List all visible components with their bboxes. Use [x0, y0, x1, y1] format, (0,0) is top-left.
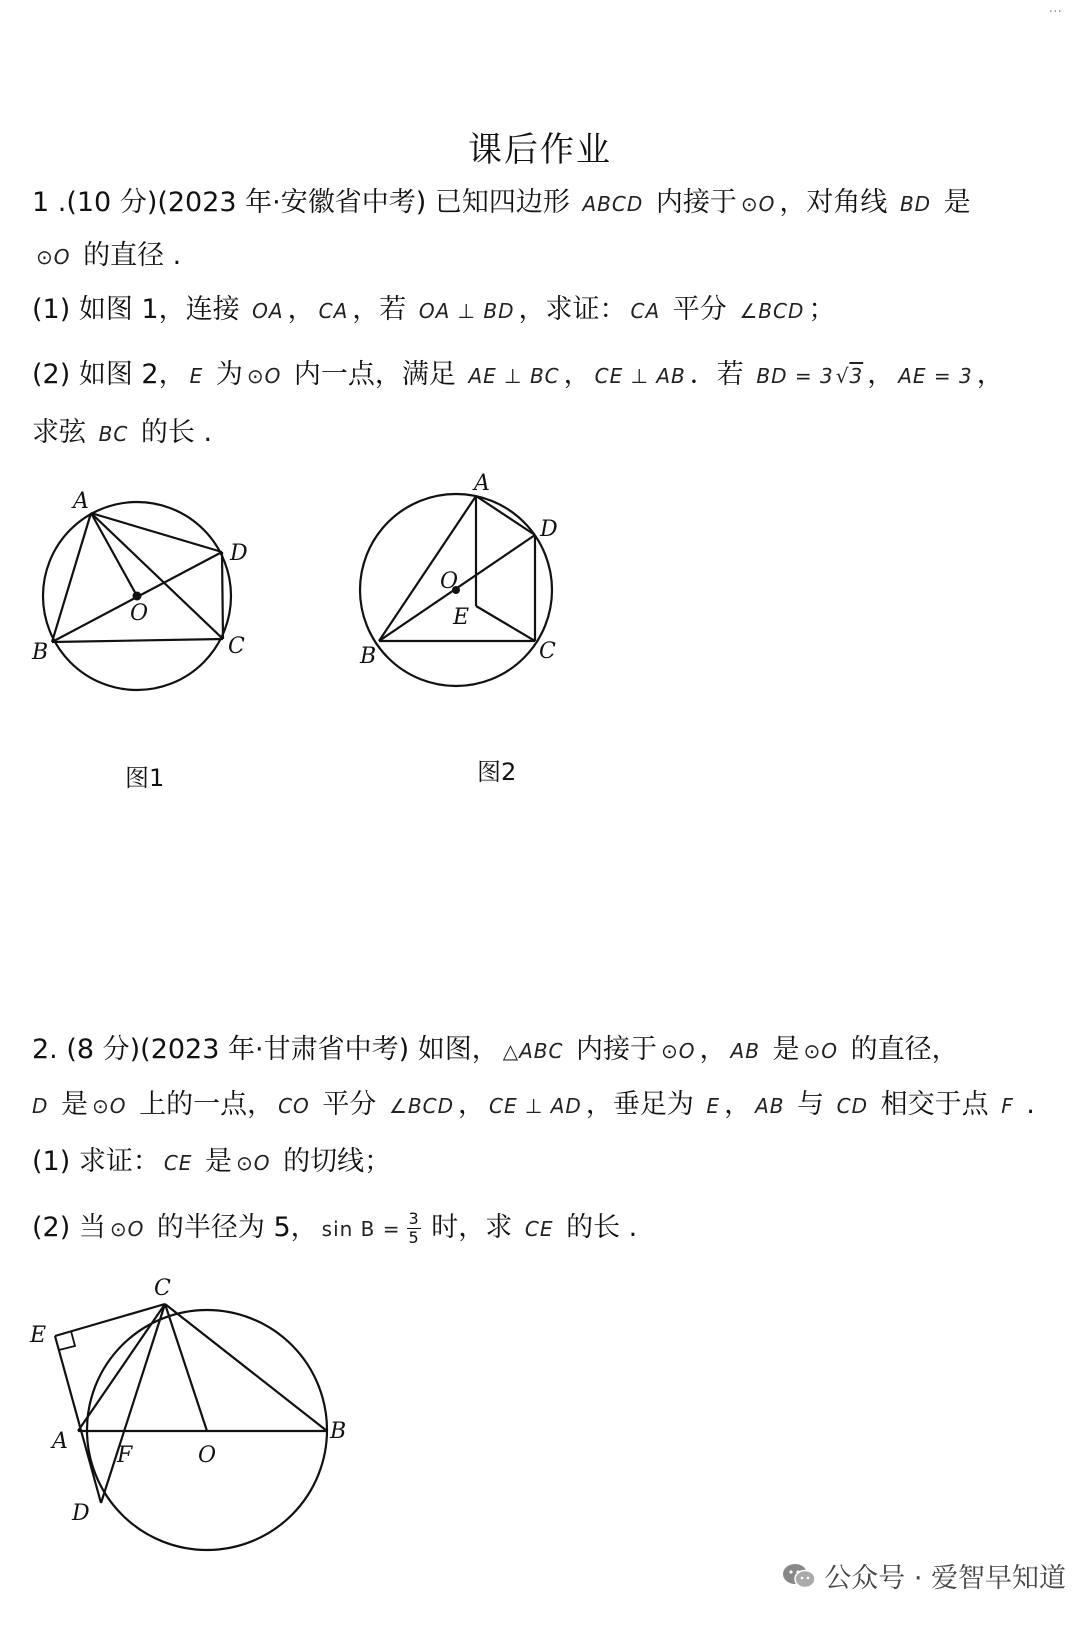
- watermark-text: 公众号 · 爱智早知道: [824, 1563, 1066, 1594]
- fig2-caption: 图2: [477, 758, 517, 786]
- q2-line-1: 2. (8 分)(2023 年·甘肃省中考) 如图， △ABC 内接于 ⊙O ， AB 是 ⊙O 的直径，: [32, 1034, 959, 1065]
- fig1-label-D: D: [230, 541, 248, 566]
- q2-label-O: O: [198, 1443, 217, 1468]
- page-title: 课后作业: [468, 130, 612, 170]
- q1-line-2: ⊙O 的直径 .: [36, 240, 182, 271]
- q2-label-A: A: [52, 1429, 68, 1454]
- fraction-3-5: $\frac{3}{5}$: [408, 1209, 419, 1247]
- wechat-icon: [782, 1563, 816, 1589]
- fig1-label-B: B: [32, 640, 49, 665]
- q2-label-D: D: [72, 1501, 90, 1526]
- fig1-center-dot: [133, 592, 142, 601]
- q1-line-5: 求弦 BC 的长 .: [32, 417, 213, 448]
- fig2-label-D: D: [540, 517, 558, 542]
- q2-line-2: D 是 ⊙O 上的一点， CO 平分 ∠BCD ， CE ⊥ AD ，垂足为 E ， AB 与 CD 相交于点 F .: [32, 1089, 1035, 1120]
- figure-1: [0, 470, 300, 710]
- fig1-label-O: O: [130, 601, 149, 626]
- q2-segment-ED: [55, 1336, 101, 1503]
- fig1-label-C: C: [228, 634, 245, 659]
- q2-label-B: B: [330, 1419, 347, 1444]
- fig2-label-O: O: [440, 569, 459, 594]
- fig1-label-A: A: [73, 489, 89, 514]
- fig2-label-E: E: [453, 605, 470, 630]
- figure-q2: [20, 1270, 360, 1560]
- watermark: [782, 1556, 1066, 1595]
- q2-label-C: C: [154, 1276, 171, 1301]
- corner-mark: ...: [1048, 0, 1062, 16]
- fig2-label-A: A: [474, 471, 490, 496]
- q2-line-4: (2) 当 ⊙O 的半径为 5， sin B = $\frac{3}{5}$ 时，求 CE 的长 .: [32, 1209, 638, 1247]
- q1-line-1: 1 .(10 分)(2023 年·安徽省中考) 已知四边形 ABCD 内接于 ⊙O ，对角线 BD 是: [32, 187, 971, 218]
- figure-2: [350, 470, 610, 710]
- q2-segment-CO: [165, 1304, 207, 1431]
- q2-label-E: E: [30, 1323, 47, 1348]
- q2-segment-CB: [165, 1304, 327, 1431]
- fig1-caption: 图1: [125, 764, 165, 792]
- q2-segment-CD: [101, 1304, 165, 1503]
- fig2-label-B: B: [360, 644, 377, 669]
- fig2-label-C: C: [539, 639, 556, 664]
- q1-line-4: (2) 如图 2， E 为 ⊙O 内一点，满足 AE ⊥ BC ， CE ⊥ AB ．若 BD = 3 √3 ， AE = 3 ，: [32, 359, 1004, 390]
- fig1-segment-CD: [222, 552, 223, 639]
- fig1-segment-AB: [52, 513, 91, 642]
- q1-line-3: (1) 如图 1，连接 OA ， CA ，若 OA ⊥ BD ，求证： CA 平分 ∠BCD ；: [32, 294, 836, 325]
- q2-line-3: (1) 求证： CE 是 ⊙O 的切线；: [32, 1146, 392, 1177]
- fig2-segment-CE: [476, 606, 535, 641]
- fig1-segment-BC: [52, 639, 223, 642]
- q2-segment-CA: [78, 1304, 165, 1431]
- q2-label-F: F: [117, 1443, 133, 1468]
- fig2-segment-AD: [476, 496, 535, 535]
